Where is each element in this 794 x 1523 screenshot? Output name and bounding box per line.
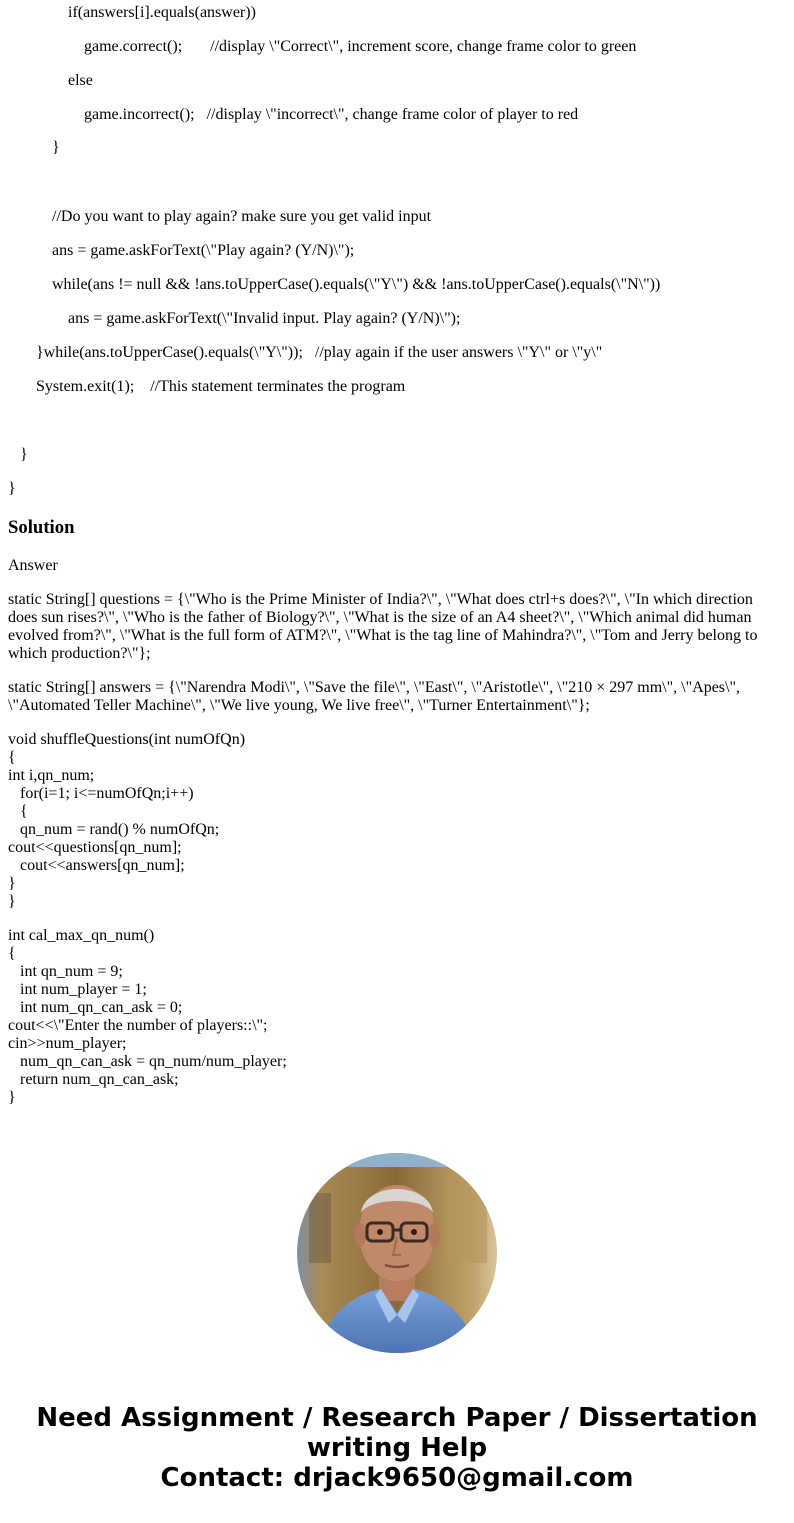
code-line: int num_player = 1;: [8, 981, 147, 998]
author-photo: [297, 1153, 497, 1353]
code-line: for(i=1; i<=numOfQn;i++): [8, 785, 194, 802]
promo-banner: [0, 1403, 794, 1493]
code-line: int qn_num = 9;: [8, 963, 123, 980]
code-line: void shuffleQuestions(int numOfQn): [8, 731, 246, 748]
solution-heading: Solution: [8, 517, 75, 538]
answers-array: static String[] answers = {\"Narendra Modi\", \"Save the file\", \"East\", \"Aristotle\", \"210 × 297 mm\", \"Apes\", \"Automated Teller Machine\", \"We live young, We live free\", \"Turner Entertainment\"};: [8, 679, 740, 714]
promo-line-2: writing Help: [306, 1433, 488, 1463]
code-line: }: [8, 893, 16, 910]
code-line: num_qn_can_ask = qn_num/num_player;: [8, 1053, 287, 1070]
code-line: ans = game.askForText(\"Play again? (Y/N)\");: [52, 242, 355, 259]
code-line: }: [20, 446, 28, 463]
code-line: }: [8, 480, 16, 497]
code-line: {: [8, 945, 16, 962]
code-line: {: [8, 803, 28, 820]
promo-contact: Contact: drjack9650@gmail.com: [160, 1463, 634, 1493]
person-portrait-icon: [297, 1153, 497, 1353]
code-line: cout<<\"Enter the number of players::\";: [8, 1017, 268, 1034]
code-line: cin>>num_player;: [8, 1035, 127, 1052]
promo-line-1: Need Assignment / Research Paper / Dissertation: [36, 1403, 758, 1433]
code-line: if(answers[i].equals(answer)): [68, 4, 256, 21]
code-line: System.exit(1); //This statement terminates the program: [36, 378, 406, 395]
code-line: ans = game.askForText(\"Invalid input. Play again? (Y/N)\");: [68, 310, 461, 327]
code-line: }: [8, 875, 16, 892]
code-line: return num_qn_can_ask;: [8, 1071, 179, 1088]
code-line: while(ans != null && !ans.toUpperCase().equals(\"Y\") && !ans.toUpperCase().equals(\"N\")): [52, 276, 661, 293]
answer-label: Answer: [8, 557, 58, 574]
code-line: cout<<questions[qn_num];: [8, 839, 182, 856]
code-line: cout<<answers[qn_num];: [8, 857, 185, 874]
code-line: int num_qn_can_ask = 0;: [8, 999, 183, 1016]
code-line: }while(ans.toUpperCase().equals(\"Y\")); //play again if the user answers \"Y\" or \"y\": [36, 344, 603, 361]
code-line: int i,qn_num;: [8, 767, 95, 784]
code-line: game.incorrect(); //display \"incorrect\", change frame color of player to red: [84, 106, 579, 123]
code-line: }: [52, 139, 60, 156]
code-line: qn_num = rand() % numOfQn;: [8, 821, 220, 838]
code-line: game.correct(); //display \"Correct\", increment score, change frame color to green: [84, 38, 637, 55]
questions-array: static String[] questions = {\"Who is the Prime Minister of India?\", \"What does ctrl+s does?\", \"In which direction does sun rises?\", \"Who is the father of Biology?\", \"What is the size of an A4 sheet?\", \"Which animal did human evolved from?\", \"What is the full form of ATM?\", \"What is the tag line of Mahindra?\", \"Tom and Jerry belong to which production?\"};: [8, 591, 758, 662]
code-line: int cal_max_qn_num(): [8, 927, 155, 944]
code-line: }: [8, 1089, 16, 1106]
code-line: {: [8, 749, 16, 766]
code-line: //Do you want to play again? make sure you get valid input: [52, 208, 432, 225]
code-line: else: [68, 72, 93, 89]
